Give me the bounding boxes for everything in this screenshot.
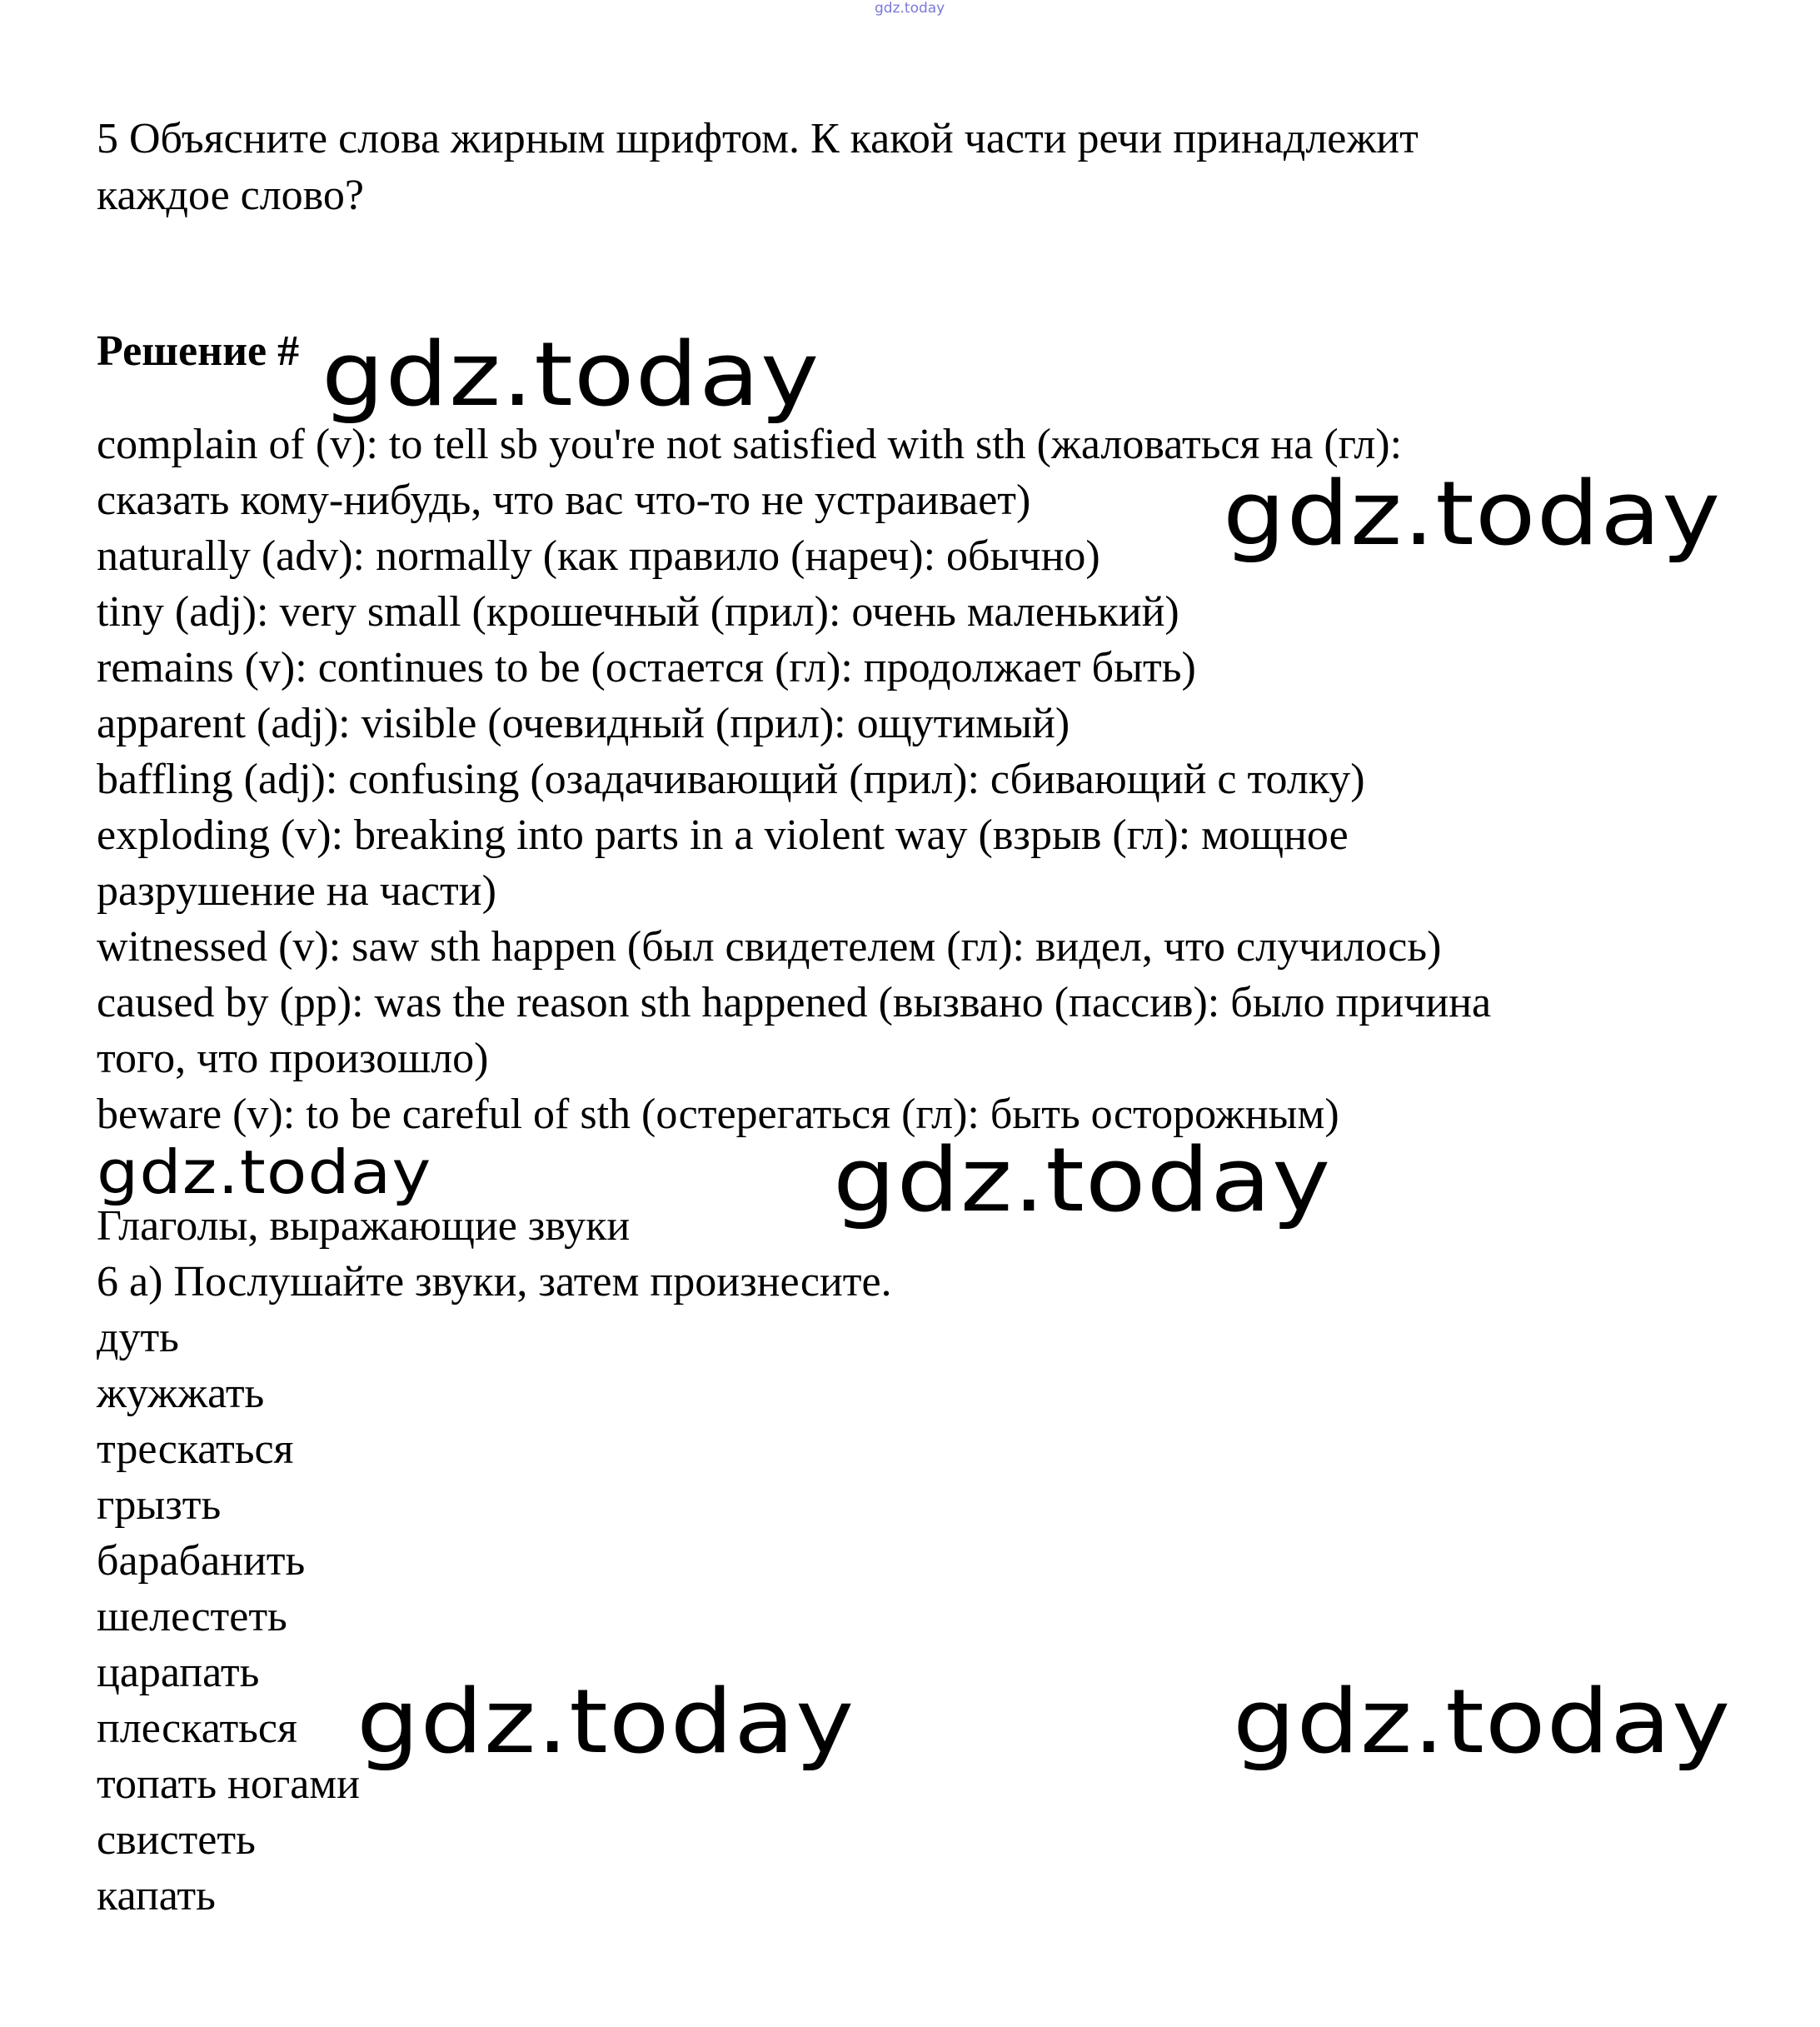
list-item: топать ногами [97,1760,361,1808]
vocab-line-caused-by: caused by (pp): was the reason sth happened (вызвано (пассив): было причина [97,979,1492,1026]
list-item: свистеть [97,1816,256,1864]
vocab-line-remains: remains (v): continues to be (остается (гл): продолжает быть) [97,644,1196,691]
vocab-line-tiny: tiny (adj): very small (крошечный (прил): очень маленький) [97,588,1179,636]
task-title-line: 5 Объясните слова жирным шрифтом. К какой части речи принадлежит [97,115,1419,162]
watermark: gdz.today [1223,462,1722,565]
vocab-line-baffling: baffling (adj): confusing (озадачивающий (прил): сбивающий с толку) [97,756,1365,803]
section-title-sound-verbs: Глаголы, выражающие звуки [97,1202,631,1250]
list-item: грызть [97,1481,222,1529]
vocab-line-complain: complain of (v): to tell sb you're not satisfied with sth (жаловаться на (гл): [97,421,1403,468]
watermark: gdz.today [1233,1670,1732,1773]
list-item: трескаться [97,1425,294,1473]
vocab-line-complain-cont: сказать кому-нибудь, что вас что-то не устраивает) [97,477,1031,524]
watermark: gdz.today [833,1129,1332,1231]
watermark: gdz.today [322,323,820,426]
vocab-line-exploding: exploding (v): breaking into parts in a violent way (взрыв (гл): мощное [97,811,1349,859]
vocab-line-naturally: naturally (adv): normally (как правило (нареч): обычно) [97,532,1100,580]
task-title [97,111,1679,224]
watermark: gdz.today [97,1137,432,1207]
task-6a-title: 6 a) Послушайте звуки, затем произнесите. [97,1258,892,1306]
site-mark: gdz.today [875,0,945,17]
vocab-line-apparent: apparent (adj): visible (очевидный (прил): ощутимый) [97,700,1070,747]
vocab-line-exploding-cont: разрушение на части) [97,867,496,915]
watermark: gdz.today [357,1670,855,1773]
list-item: царапать [97,1649,260,1696]
list-item: жужжать [97,1370,265,1417]
list-item: барабанить [97,1537,306,1585]
solution-heading: Решение # [97,327,300,375]
list-item: капать [97,1872,216,1920]
list-item: дуть [97,1314,179,1361]
vocab-line-witnessed: witnessed (v): saw sth happen (был свидетелем (гл): видел, что случилось) [97,923,1442,971]
task-title-line: каждое слово? [97,172,364,219]
vocab-line-caused-by-cont: того, что произошло) [97,1035,489,1082]
list-item: плескаться [97,1705,297,1752]
vocab-line-beware: beware (v): to be careful of sth (остерегаться (гл): быть осторожным) [97,1091,1339,1138]
list-item: шелестеть [97,1593,287,1640]
